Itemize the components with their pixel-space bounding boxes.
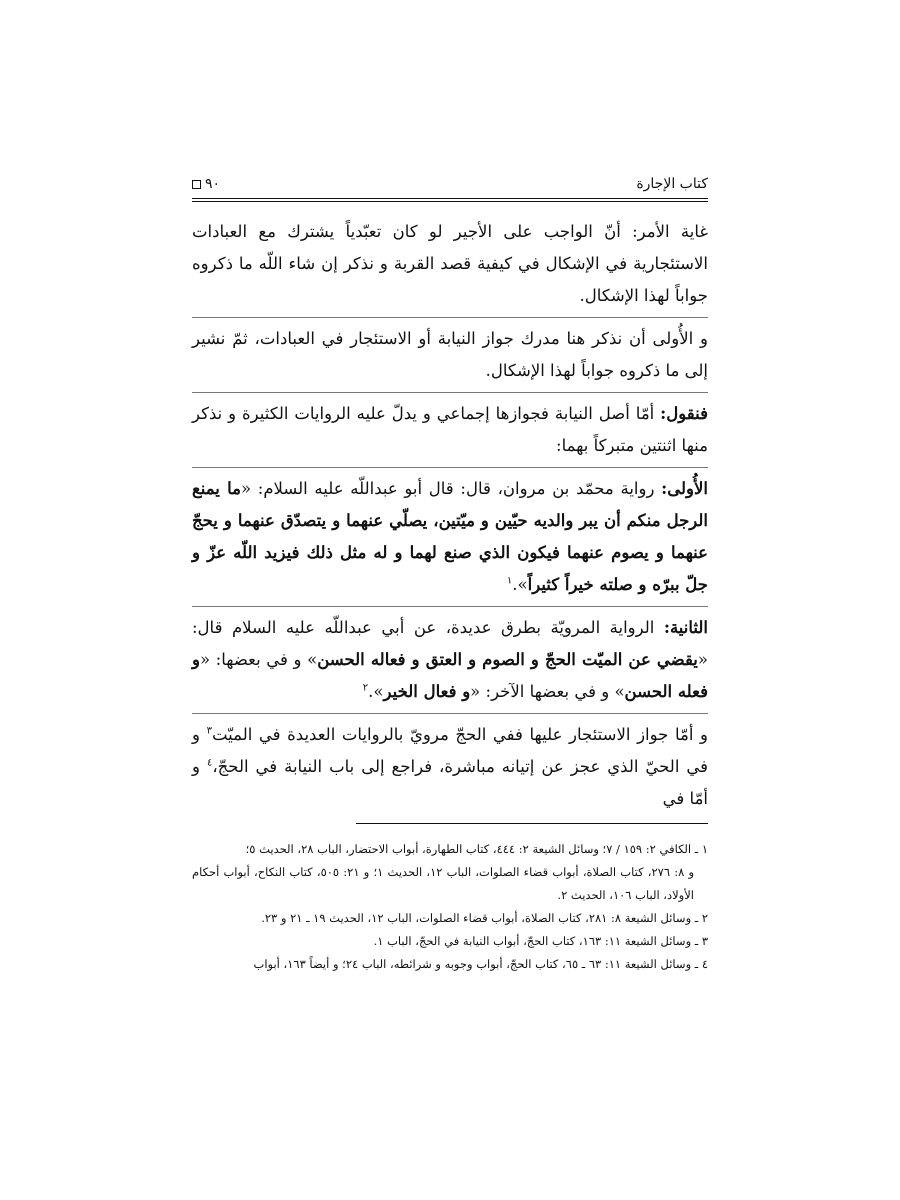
paragraph-3 [192,398,708,462]
hadith-quote: يقضي عن الميّت الحجّ و الصوم و العتق و فعاله الحسن [317,650,698,669]
footnote-4: ٤ ـ وسائل الشيعة ١١: ٦٣ ـ ٦٥، كتاب الحجّ، أبواب وجوبه و شرائطه، الباب ٢٤؛ و أيضاً ١٦٣، أبواب [253,957,708,971]
footnote-2: ٢ ـ وسائل الشيعة ٨: ٢٨١، كتاب الصلاة، أبواب قضاء الصلوات، الباب ١٢، الحديث ١٩ ـ ٢١ و ٢٣. [261,911,708,925]
paragraph-divider [192,606,708,607]
main-text [192,216,708,815]
footnote-ref-1[interactable]: ١ [506,575,513,587]
running-head-title: كتاب الإجارة [636,176,708,192]
hadith-quote: و فعال الخير [383,682,471,701]
footnote-1-continued: و ٨: ٢٧٦، كتاب الصلاة، أبواب قضاء الصلوات، الباب ١٢، الحديث ١؛ و ٢١: ٥٠٥، كتاب النكاح، أبواب أحكام الأولاد، الباب ١٠٦، الحديث ٢. [192,865,695,902]
quote-close: ». [512,575,528,594]
lead-word: الثانية: [663,618,708,637]
running-header [192,170,708,198]
footnotes [192,838,708,976]
paragraph-1: غاية الأمر: أنّ الواجب على الأجير لو كان تعبّدياً يشترك مع العبادات الاستئجارية في الإشكال في كيفية قصد القربة و نذكر إن شاء اللّه ما ذكروه جواباً لهذا الإشكال. [192,222,708,305]
paragraph-2: و الأُولى أن نذكر هنا مدرك جواز النيابة أو الاستئجار في العبادات، ثمّ نشير إلى ما ذكروه جواباً لهذا الإشكال. [192,329,708,380]
paragraph-divider [192,392,708,393]
lead-word: فنقول: [660,404,708,423]
paragraph-5 [192,612,708,708]
footnote-ref-4[interactable]: ٤ [206,757,213,769]
paragraph-6-text: و في الحيّ الذي عجز عن إتيانه مباشرة، فراجع إلى باب النيابة في الحجّ، [192,725,709,776]
paragraph-4 [192,473,708,601]
lead-word: الأُولى: [661,479,708,498]
square-icon [192,180,201,189]
connector-text: » و في بعضها الآخر: « [470,682,625,701]
paragraph-6-text: و أمّا في [192,757,708,808]
hadith-quote: و فعله الحسن [192,650,708,701]
paragraph-divider [192,713,708,714]
footnote-1: ١ ـ الكافي ٢: ١٥٩ / ٧؛ وسائل الشيعة ٢: ٤٤٤، كتاب الطهارة، أبواب الاحتضار، الباب ٢٨، الحديث ٥؛ [245,842,708,856]
footnote-ref-3[interactable]: ٣ [206,725,212,737]
paragraph-4-intro: رواية محمّد بن مروان، قال: قال أبو عبداللّه عليه السلام: « [240,479,662,498]
page-number-block [192,176,220,192]
hadith-quote: ما يمنع الرجل منكم أن يبر والديه حيّين و ميّتين، يصلّي عنهما و يتصدّق عنهما و يحجّ عنهما و يصوم عنهما فيكون الذي صنع لهما و له مثل ذلك فيزيد اللّه عزّ و جلّ ببرّه و صلته خيراً كثيراً [192,479,708,594]
paragraph-divider [192,467,708,468]
footnote-3: ٣ ـ وسائل الشيعة ١١: ١٦٣، كتاب الحجّ، أبواب النيابة في الحجّ، الباب ١. [373,934,708,948]
header-rule [192,198,708,202]
quote-close: ». [368,682,384,701]
connector-text: » و في بعضها: « [199,650,318,669]
page-number: ٩٠ [205,176,221,192]
footnote-ref-2[interactable]: ٢ [362,682,369,694]
paragraph-3-text: أمّا أصل النيابة فجوازها إجماعي و يدلّ عليه الروايات الكثيرة و نذكر منها اثنتين متبركاً بهما: [192,404,708,455]
paragraph-divider [192,317,708,318]
book-page [192,170,708,976]
footnote-rule [356,823,708,824]
paragraph-6-text: و أمّا جواز الاستئجار عليها ففي الحجّ مرويّ بالروايات العديدة في الميّت [211,725,709,744]
paragraph-6 [192,719,708,815]
paragraph-5-intro: الرواية المرويّة بطرق عديدة، عن أبي عبداللّه عليه السلام قال: « [192,618,708,669]
